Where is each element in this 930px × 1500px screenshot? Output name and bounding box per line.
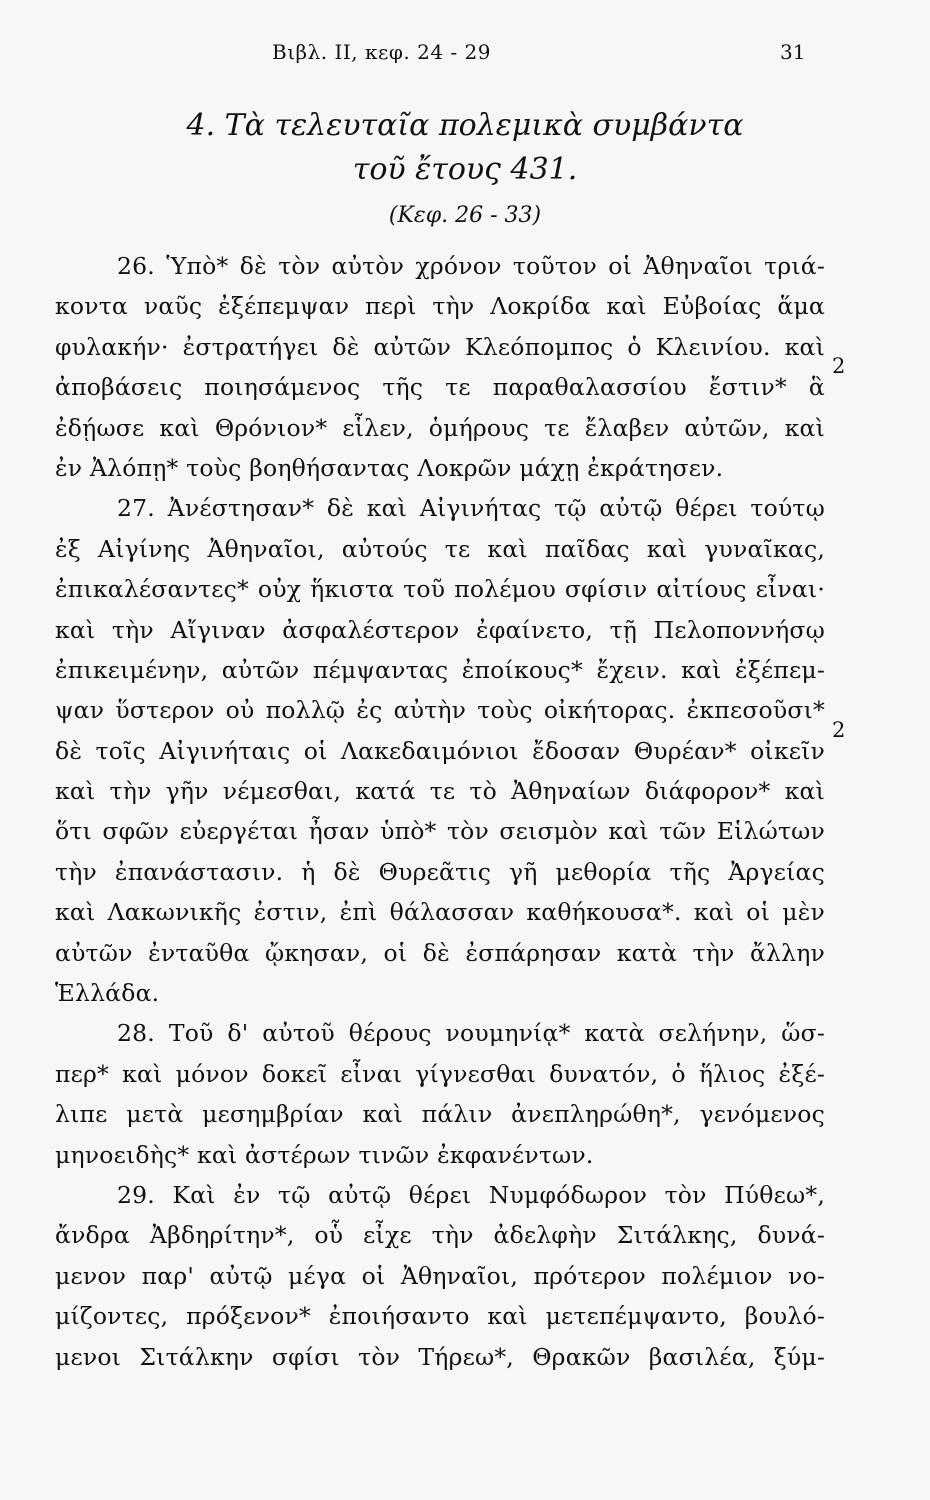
text-line: 28. Τοῦ δ' αὐτοῦ θέρους νουμηνίᾳ* κατὰ σελήνην, ὥσ- <box>117 1019 825 1048</box>
chapter-title-line-2: τοῦ ἔτους 431. <box>352 152 578 187</box>
body-text <box>55 246 825 1377</box>
text-line: ψαν ὕστερον οὐ πολλῷ ἐς αὐτὴν τοὺς οἰκήτορας. ἐκπεσοῦσι* <box>55 696 825 725</box>
chapter-heading <box>60 104 870 192</box>
text-line: 26. Ὑπὸ* δὲ τὸν αὐτὸν χρόνον τοῦτον οἱ Ἀθηναῖοι τριά- <box>117 252 825 280</box>
text-line: μηνοειδὴς* καὶ ἀστέρων τινῶν ἐκφανέντων. <box>55 1140 594 1169</box>
margin-line-number: 2 <box>832 354 846 378</box>
text-line: ἐξ Αἰγίνης Ἀθηναῖοι, αὐτούς τε καὶ παῖδας καὶ γυναῖκας, <box>55 534 825 563</box>
text-line: ἄνδρα Ἀβδηρίτην*, οὗ εἶχε τὴν ἀδελφὴν Σιτάλκης, δυνά- <box>55 1221 825 1250</box>
text-line: ἀποβάσεις ποιησάμενος τῆς τε παραθαλασσίου ἔστιν* ἃ <box>55 373 825 402</box>
text-line: ἐν Ἀλόπῃ* τοὺς βοηθήσαντας Λοκρῶν μάχῃ ἐκράτησεν. <box>55 453 724 482</box>
chapter-title-line-1: 4. Τὰ τελευταῖα πολεμικὰ συμβάντα <box>186 108 744 143</box>
text-line: καὶ τὴν γῆν νέμεσθαι, κατά τε τὸ Ἀθηναίων διάφορον* καὶ <box>55 777 825 806</box>
text-line: Ἑλλάδα. <box>55 979 160 1008</box>
text-line: καὶ τὴν Αἴγιναν ἀσφαλέστερον ἐφαίνετο, τῇ Πελοποννήσῳ <box>55 615 825 644</box>
running-head <box>0 40 930 66</box>
text-line: μίζοντες, πρόξενον* ἐποιήσαντο καὶ μετεπέμψαντο, βουλό- <box>55 1302 825 1331</box>
text-line: ὅτι σφῶν εὐεργέται ἦσαν ὑπὸ* τὸν σεισμὸν καὶ τῶν Εἱλώτων <box>55 817 825 846</box>
text-line: ἐπικειμένην, αὐτῶν πέμψαντας ἐποίκους* ἔχειν. καὶ ἐξέπεμ- <box>55 655 825 684</box>
text-line: κοντα ναῦς ἐξέπεμψαν περὶ τὴν Λοκρίδα καὶ Εὐβοίας ἅμα <box>55 292 825 321</box>
page-number: 31 <box>780 40 806 64</box>
text-line: περ* καὶ μόνον δοκεῖ εἶναι γίγνεσθαι δυνατόν, ὁ ἥλιος ἐξέ- <box>55 1059 825 1088</box>
text-line: 29. Καὶ ἐν τῷ αὐτῷ θέρει Νυμφόδωρον τὸν Πύθεω*, <box>117 1180 825 1209</box>
text-line: 27. Ἀνέστησαν* δὲ καὶ Αἰγινήτας τῷ αὐτῷ θέρει τούτῳ <box>117 494 825 523</box>
running-title: Βιβλ. ΙΙ, κεφ. 24 - 29 <box>272 40 491 64</box>
text-line: δὲ τοῖς Αἰγινήταις οἱ Λακεδαιμόνιοι ἔδοσαν Θυρέαν* οἰκεῖν <box>55 736 825 765</box>
text-line: φυλακήν· ἐστρατήγει δὲ αὐτῶν Κλεόπομπος ὁ Κλεινίου. καὶ <box>55 332 825 361</box>
chapter-subtitle: (Κεφ. 26 - 33) <box>388 203 542 228</box>
text-line: καὶ Λακωνικῆς ἐστιν, ἐπὶ θάλασσαν καθήκουσα*. καὶ οἱ μὲν <box>55 898 825 927</box>
text-line: λιπε μετὰ μεσημβρίαν καὶ πάλιν ἀνεπληρώθη*, γενόμενος <box>55 1100 825 1129</box>
text-line: ἐπικαλέσαντες* οὐχ ἥκιστα τοῦ πολέμου σφίσιν αἰτίους εἶναι· <box>55 575 825 604</box>
text-line: τὴν ἐπανάστασιν. ἡ δὲ Θυρεᾶτις γῆ μεθορία τῆς Ἀργείας <box>55 857 825 886</box>
text-line: μενοι Σιτάλκην σφίσι τὸν Τήρεω*, Θρακῶν βασιλέα, ξύμ- <box>55 1342 825 1371</box>
text-line: αὐτῶν ἐνταῦθα ᾤκησαν, οἱ δὲ ἐσπάρησαν κατὰ τὴν ἄλλην <box>55 938 825 967</box>
margin-line-number: 2 <box>832 718 846 742</box>
text-line: ἐδῄωσε καὶ Θρόνιον* εἷλεν, ὁμήρους τε ἔλαβεν αὐτῶν, καὶ <box>55 413 825 442</box>
text-line: μενον παρ' αὐτῷ μέγα οἱ Ἀθηναῖοι, πρότερον πολέμιον νο- <box>55 1261 825 1290</box>
